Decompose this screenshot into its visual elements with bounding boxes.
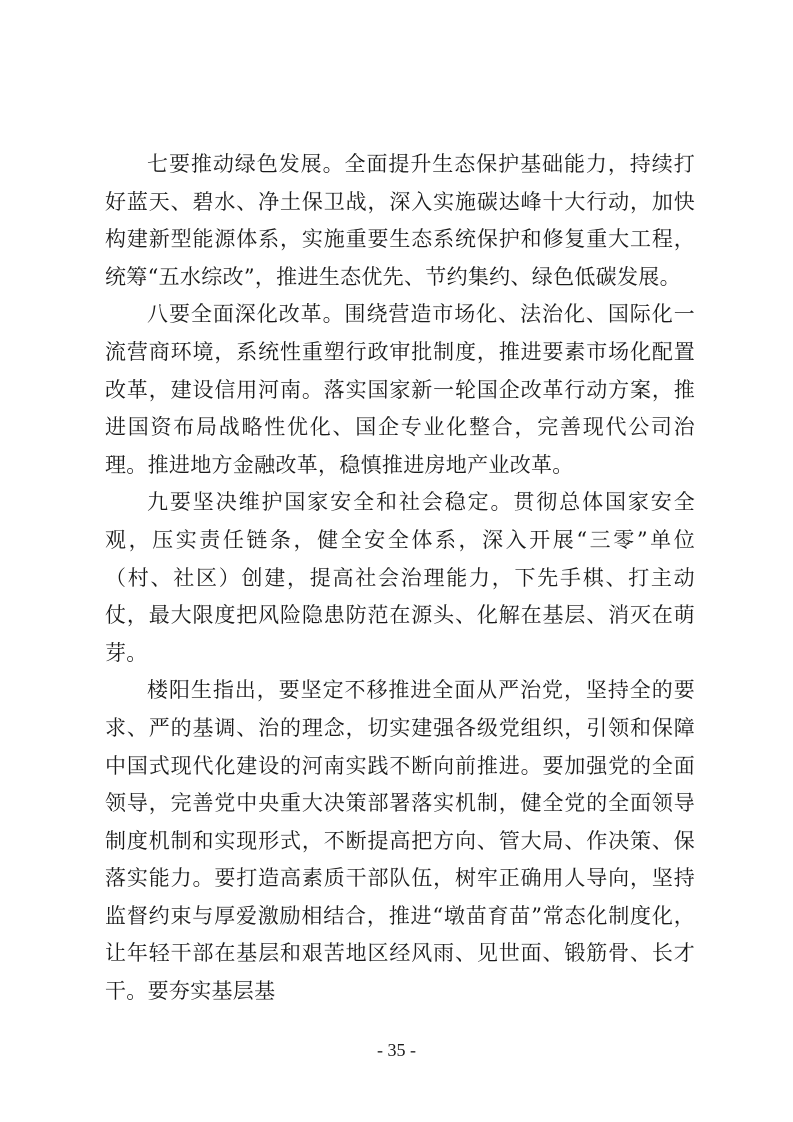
paragraph-deepen-reform: 八要全面深化改革。围绕营造市场化、法治化、国际化一流营商环境，系统性重塑行政审批制度，推进要素市场化配置改革，建设信用河南。落实国家新一轮国企改革行动方案，推进国资布局战略性优化、国企专业化整合，完善现代公司治理。推进地方金融改革，稳慎推进房地产业改革。 bbox=[105, 302, 695, 477]
page-number: - 35 - bbox=[377, 1040, 416, 1060]
body-text bbox=[105, 146, 695, 1011]
paragraph-national-security: 九要坚决维护国家安全和社会稳定。贯彻总体国家安全观，压实责任链条，健全安全体系，深入开展“三零”单位（村、社区）创建，提高社会治理能力，下先手棋、打主动仗，最大限度把风险隐患防范在源头、化解在基层、消灭在萌芽。 bbox=[105, 490, 695, 665]
paragraph-green-development: 七要推动绿色发展。全面提升生态保护基础能力，持续打好蓝天、碧水、净土保卫战，深入实施碳达峰十大行动，加快构建新型能源体系，实施重要生态系统保护和修复重大工程，统筹“五水综改”，推进生态优先、节约集约、绿色低碳发展。 bbox=[105, 152, 695, 289]
paragraph-party-governance: 楼阳生指出，要坚定不移推进全面从严治党，坚持全的要求、严的基调、治的理念，切实建强各级党组织，引领和保障中国式现代化建设的河南实践不断向前推进。要加强党的全面领导，完善党中央重大决策部署落实机制，健全党的全面领导制度机制和实现形式，不断提高把方向、管大局、作决策、保落实能力。要打造高素质干部队伍，树牢正确用人导向，坚持监督约束与厚爱激励相结合，推进“墩苗育苗”常态化制度化，让年轻干部在基层和艰苦地区经风雨、见世面、锻筋骨、长才干。要夯实基层基 bbox=[105, 678, 695, 1004]
